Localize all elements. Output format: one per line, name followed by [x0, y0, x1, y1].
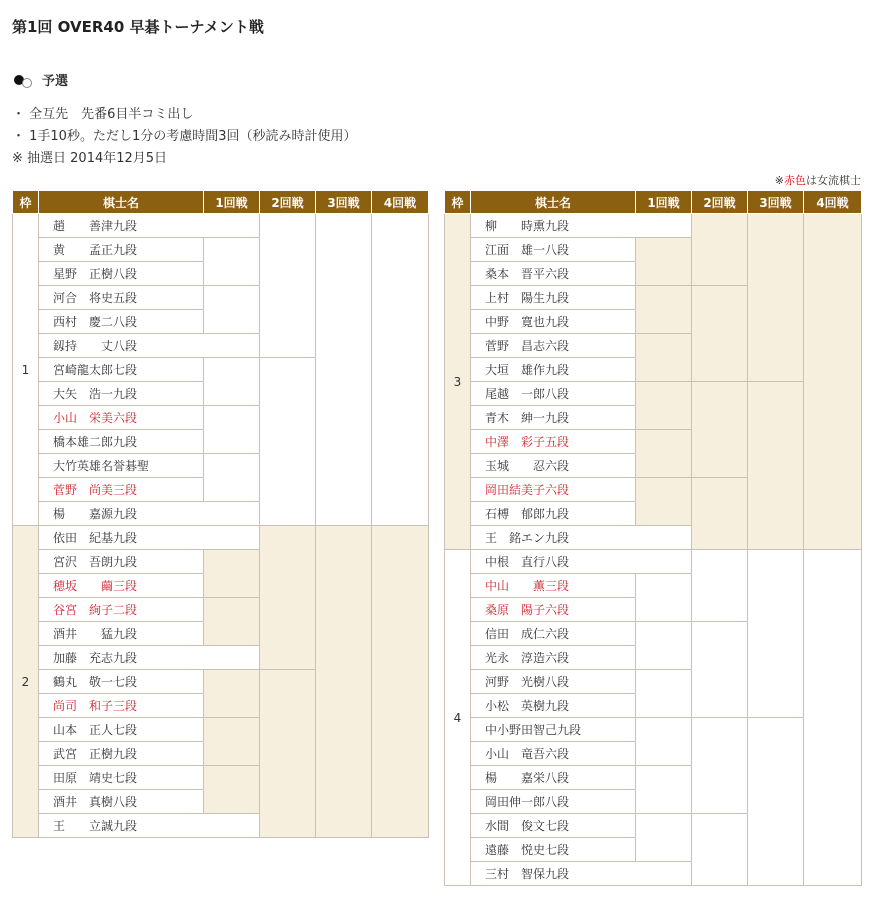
- player-name-female: 桑原 陽子六段: [471, 598, 636, 622]
- header-round-3: 3回戦: [748, 191, 804, 214]
- player-name: 加藤 充志九段: [39, 646, 260, 670]
- header-round-3: 3回戦: [316, 191, 372, 214]
- player-name: 石榑 郁郎九段: [471, 502, 636, 526]
- rules-list: [12, 104, 357, 170]
- legend-rest: は女流棋士: [806, 174, 861, 187]
- player-name: 西村 慶二八段: [39, 310, 204, 334]
- player-name: 河野 光樹八段: [471, 670, 636, 694]
- player-name: 大竹英雄名誉碁聖: [39, 454, 204, 478]
- player-name-female: 尚司 和子三段: [39, 694, 204, 718]
- player-name: 釼持 丈八段: [39, 334, 260, 358]
- player-name: 小山 竜吾六段: [471, 742, 636, 766]
- player-name: 楊 嘉栄八段: [471, 766, 636, 790]
- player-name: 尾越 一郎八段: [471, 382, 636, 406]
- header-name: 棋士名: [471, 191, 636, 214]
- frame-label: 3: [445, 214, 471, 550]
- frame-label: 1: [13, 214, 39, 526]
- player-name: 青木 紳一九段: [471, 406, 636, 430]
- player-name: 山本 正人七段: [39, 718, 204, 742]
- player-name: 武宮 正樹九段: [39, 742, 204, 766]
- header-round-4: 4回戦: [372, 191, 429, 214]
- header-name: 棋士名: [39, 191, 204, 214]
- frame-label: 4: [445, 550, 471, 886]
- player-name: 江面 雄一八段: [471, 238, 636, 262]
- player-name: 楊 嘉源九段: [39, 502, 260, 526]
- player-name-female: 岡田結美子六段: [471, 478, 636, 502]
- player-name: 酒井 真樹八段: [39, 790, 204, 814]
- bracket-table-right: [444, 190, 862, 886]
- female-legend: [775, 172, 861, 188]
- player-name: 信田 成仁六段: [471, 622, 636, 646]
- player-name: 依田 紀基九段: [39, 526, 260, 550]
- frame-label: 2: [13, 526, 39, 838]
- go-stones-icon: [14, 73, 36, 87]
- player-name: 水間 俊文七段: [471, 814, 636, 838]
- player-name: 星野 正樹八段: [39, 262, 204, 286]
- header-round-4: 4回戦: [804, 191, 862, 214]
- player-name-female: 小山 栄美六段: [39, 406, 204, 430]
- player-name: 王 銘エン九段: [471, 526, 692, 550]
- rule-komi: ・ 全互先 先番6目半コミ出し: [12, 107, 194, 122]
- player-name: 中根 直行八段: [471, 550, 692, 574]
- player-name: 趙 善津九段: [39, 214, 260, 238]
- header-round-1: 1回戦: [204, 191, 260, 214]
- player-name: 上村 陽生九段: [471, 286, 636, 310]
- player-name: 柳 時熏九段: [471, 214, 692, 238]
- bracket-table-left: [12, 190, 429, 838]
- player-name: 酒井 猛九段: [39, 622, 204, 646]
- player-name: 河合 将史五段: [39, 286, 204, 310]
- player-name-female: 菅野 尚美三段: [39, 478, 204, 502]
- player-name: 菅野 昌志六段: [471, 334, 636, 358]
- player-name: 大垣 雄作九段: [471, 358, 636, 382]
- player-name: 黄 孟正九段: [39, 238, 204, 262]
- header-round-1: 1回戦: [636, 191, 692, 214]
- player-name: 田原 靖史七段: [39, 766, 204, 790]
- player-name-female: 中山 薫三段: [471, 574, 636, 598]
- header-frame: 枠: [13, 191, 39, 214]
- section-heading: [14, 70, 68, 89]
- header-frame: 枠: [445, 191, 471, 214]
- player-name: 橋本雄二郎九段: [39, 430, 204, 454]
- player-name: 遠藤 悦史七段: [471, 838, 636, 862]
- section-label: 予選: [42, 74, 69, 89]
- player-name: 中野 寛也九段: [471, 310, 636, 334]
- player-name-female: 中澤 彩子五段: [471, 430, 636, 454]
- player-name-female: 谷宮 絢子二段: [39, 598, 204, 622]
- player-name: 王 立誠九段: [39, 814, 260, 838]
- rule-time: ・ 1手10秒。ただし1分の考慮時間3回（秒読み時計使用）: [12, 129, 357, 144]
- player-name: 鶴丸 敬一七段: [39, 670, 204, 694]
- player-name: 中小野田智己九段: [471, 718, 636, 742]
- player-name: 宮崎龍太郎七段: [39, 358, 204, 382]
- legend-red: 赤色: [784, 174, 806, 187]
- legend-prefix: ※: [774, 174, 784, 187]
- player-name: 小松 英樹九段: [471, 694, 636, 718]
- player-name: 桑本 晋平六段: [471, 262, 636, 286]
- player-name: 玉城 忍六段: [471, 454, 636, 478]
- page-title: 第1回 OVER40 早碁トーナメント戦: [12, 18, 264, 36]
- rule-draw-date: ※ 抽選日 2014年12月5日: [12, 151, 168, 166]
- player-name: 大矢 浩一九段: [39, 382, 204, 406]
- header-round-2: 2回戦: [260, 191, 316, 214]
- player-name-female: 穂坂 繭三段: [39, 574, 204, 598]
- player-name: 三村 智保九段: [471, 862, 692, 886]
- player-name: 岡田伸一郎八段: [471, 790, 636, 814]
- header-round-2: 2回戦: [692, 191, 748, 214]
- player-name: 光永 淳造六段: [471, 646, 636, 670]
- player-name: 宮沢 吾朗九段: [39, 550, 204, 574]
